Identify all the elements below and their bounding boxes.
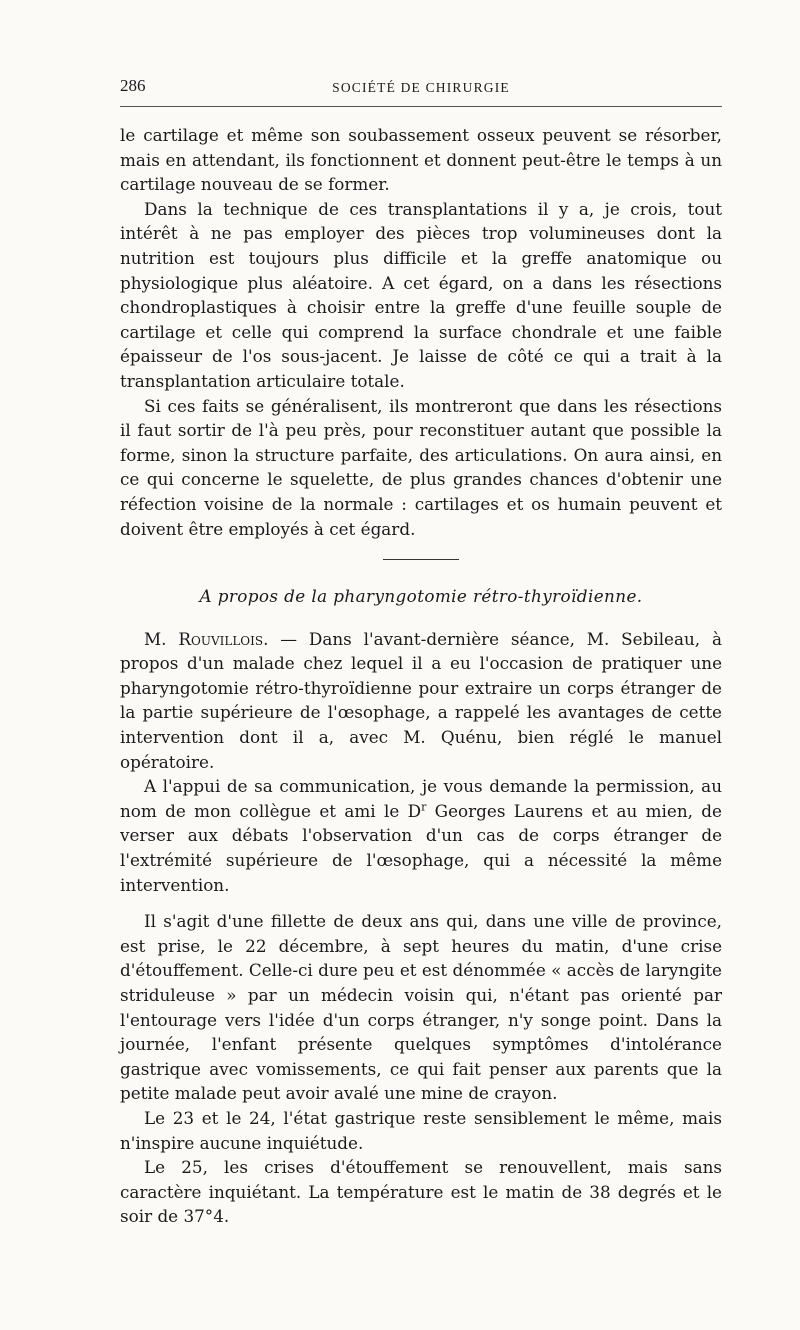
paragraph-text: A l'appui de sa communication, je vous demande la permission, au nom de mon collègue et ami le D: [120, 776, 722, 821]
page-number: 286: [120, 76, 146, 95]
header-rule: [120, 106, 722, 107]
paragraph-observation-3: Le 25, les crises d'étouffement se renouvellent, mais sans caractère inquiétant. La température est le matin de 38 degrés et le soir de 37°4.: [120, 1157, 722, 1227]
paragraph-observation-1: Il s'agit d'une fillette de deux ans qui, dans une ville de province, est prise, le 22 décembre, à sept heures du matin, d'une crise d'étouffement. Celle-ci dure peu et est dénommée « accès de laryngite striduleuse » par un médecin voisin qui, n'étant pas orienté par l'entourage vers l'idée d'un corps étranger, n'y songe point. Dans la journée, l'enfant présente quelques symptômes d'intolérance gastrique avec vomissements, ce qui fait penser aux parents que la petite malade peut avoir avalé une mine de crayon.: [120, 911, 722, 1104]
running-title: SOCIÉTÉ DE CHIRURGIE: [332, 80, 510, 95]
paragraph-text: Georges Laurens et au mien, de verser aux débats l'observation d'un cas de corps étranger de l'extrémité supérieure de l'œsophage, qui a nécessité la même intervention.: [120, 800, 722, 895]
paragraph-rouvillois-1: [120, 627, 722, 775]
paragraph-gap: [120, 897, 722, 909]
section-title: A propos de la pharyngotomie rétro-thyroïdienne.: [199, 586, 643, 607]
paragraph-text: — Dans l'avant-dernière séance, M. Sebileau, à propos d'un malade chez lequel il a eu l'occasion de pratiquer une pharyngotomie rétro-thyroïdienne pour extraire un corps étranger de la partie supérieure de l'œsophage, a rappelé les avantages de cette intervention dont il a, avec M. Quénu, bien réglé le manuel opératoire.: [120, 628, 722, 772]
paragraph-continuation-2: Dans la technique de ces transplantations il y a, je crois, tout intérêt à ne pas employer des pièces trop volumineuses dont la nutrition est toujours plus difficile et la greffe anatomique ou physiologique plus aléatoire. A cet égard, on a dans les résections chondroplastiques à choisir entre la greffe d'une feuille souple de cartilage et celle qui comprend la surface chondrale et une faible épaisseur de l'os sous-jacent. Je laisse de côté ce qui a trait à la transplantation articulaire totale.: [120, 198, 722, 391]
paragraph-continuation-3: Si ces faits se généralisent, ils montreront que dans les résections il faut sortir de l'à peu près, pour reconstituer autant que possible la forme, sinon la structure parfaite, des articulations. On aura ainsi, en ce qui concerne le squelette, de plus grandes chances d'obtenir une réfection voisine de la normale : cartilages et os humain peuvent et doivent être employés à cet égard.: [120, 395, 722, 539]
running-header: [120, 70, 722, 96]
section-separator: [383, 559, 459, 560]
superscript: r: [421, 800, 427, 814]
paragraph-rouvillois-2: [120, 774, 722, 897]
document-page: [120, 70, 722, 1229]
paragraph-observation-2: Le 23 et le 24, l'état gastrique reste sensiblement le même, mais n'inspire aucune inquiétude.: [120, 1107, 722, 1153]
paragraph-continuation-1: le cartilage et même son soubassement osseux peuvent se résorber, mais en attendant, ils fonctionnent et donnent peut-être le temps à un cartilage nouveau de se former.: [120, 125, 722, 195]
speaker-name: M. Rouvillois.: [144, 628, 269, 649]
